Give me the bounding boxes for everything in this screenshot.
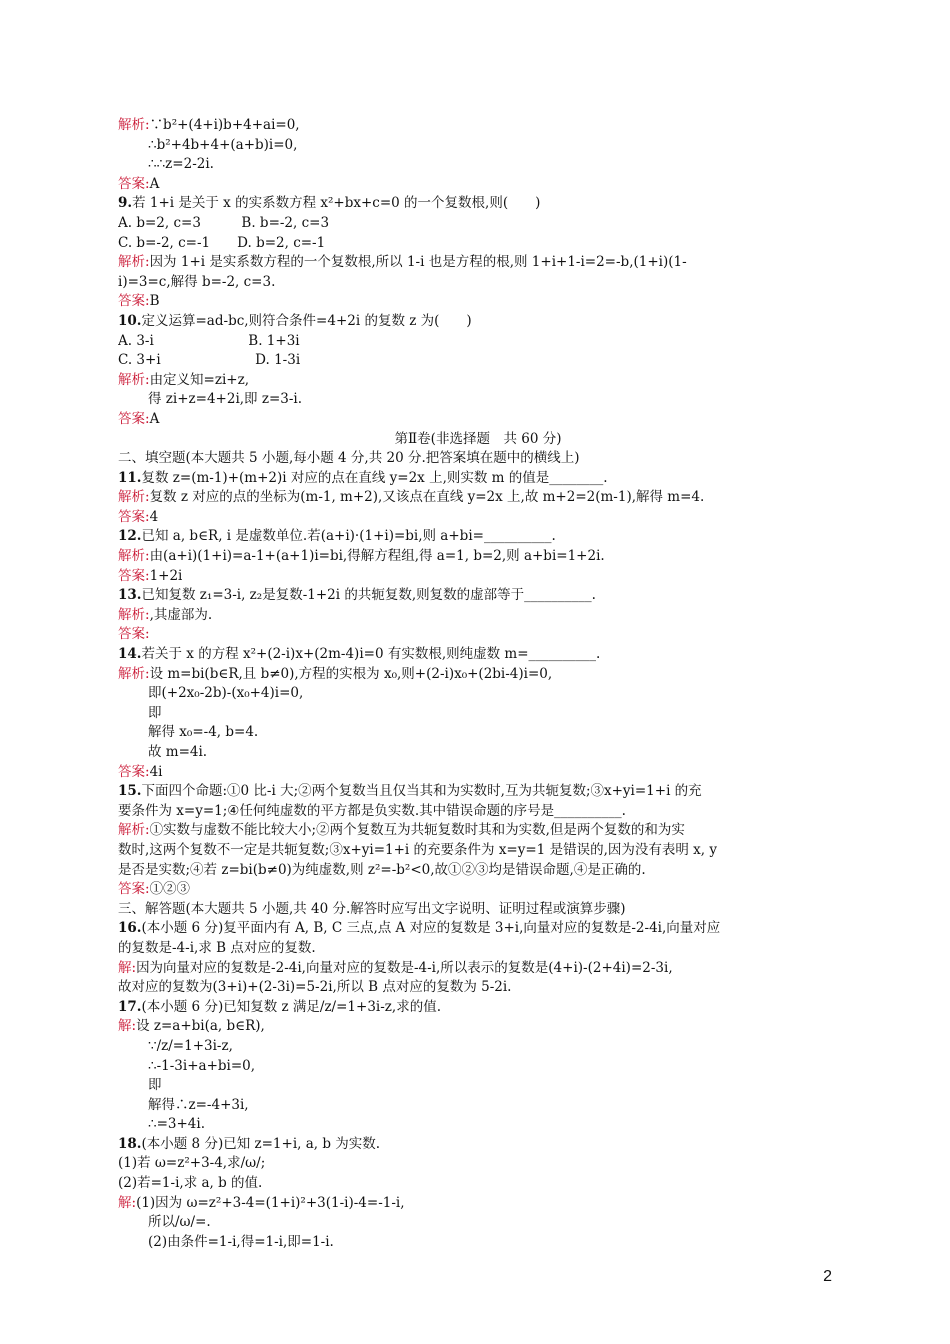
line-text: ,其虚部为. (149, 606, 213, 623)
line-text: i)=3=c,解得 b=-2, c=3. (118, 273, 276, 290)
line-text: 得 zi+z=4+2i,即 z=3-i. (148, 391, 303, 408)
line-text: 的复数是-4-i,求 B 点对应的复数. (118, 939, 316, 956)
answer-label: 解析: (118, 371, 150, 388)
line-text: 要条件为 x=y=1;④任何纯虚数的平方都是负实数.其中错误命题的序号是__________. (118, 802, 626, 819)
page-number: 2 (823, 1268, 832, 1285)
line-text: ∴=3+4i. (148, 1116, 205, 1133)
text-line (118, 194, 838, 214)
text-line (118, 469, 838, 489)
text-line (118, 1194, 838, 1214)
line-text: 故对应的复数为(3+i)+(2-3i)=5-2i,所以 B 点对应的复数为 5-2i. (118, 979, 512, 996)
line-text: C. b=-2, c=-1 D. b=2, c=-1 (118, 234, 326, 251)
text-line (118, 488, 838, 508)
line-text: (本小题 6 分)已知复数 z 满足/z/=1+3i-z,求的值. (141, 998, 441, 1015)
answer-label: 解: (118, 1018, 137, 1035)
text-line (118, 939, 838, 959)
text-line (118, 332, 838, 352)
text-line (118, 527, 838, 547)
question-number: 14. (118, 646, 142, 663)
answer-label: 解析: (118, 117, 150, 133)
answer-label: 解析: (118, 665, 150, 682)
text-line (118, 1076, 838, 1096)
text-line (118, 959, 838, 979)
line-text: (2)若=1-i,求 a, b 的值. (118, 1175, 263, 1192)
text-line (118, 841, 838, 861)
line-text: 由(a+i)(1+i)=a-1+(a+1)i=bi,得解方程组,得 a=1, b=2,则 a+bi=1+2i. (149, 548, 605, 565)
document-body (118, 116, 838, 1252)
question-number: 15. (118, 783, 142, 800)
text-line (118, 175, 838, 195)
answer-label: 解析: (118, 606, 150, 623)
answer-label: 答案: (118, 626, 150, 643)
text-line (118, 547, 838, 567)
text-line (118, 312, 838, 332)
answer-label: 答案: (118, 293, 150, 310)
line-text: 1+2i (149, 567, 183, 584)
text-line (118, 723, 838, 743)
line-text: 4 (149, 508, 159, 525)
text-line (118, 1037, 838, 1057)
question-number: 13. (118, 587, 142, 604)
question-number: 17. (118, 998, 142, 1015)
line-text: 已知 a, b∈R, i 是虚数单位.若(a+i)·(1+i)=bi,则 a+bi=__________. (141, 528, 556, 545)
text-line (118, 802, 838, 822)
text-line (118, 919, 838, 939)
text-line (118, 684, 838, 704)
line-text: 即 (148, 1077, 162, 1094)
answer-label: 答案: (118, 567, 150, 584)
answer-label: 解: (118, 1194, 137, 1211)
text-line (118, 371, 838, 391)
text-line (118, 978, 838, 998)
line-text: 复数 z=(m-1)+(m+2)i 对应的点在直线 y=2x 上,则实数 m 的值是________. (141, 469, 608, 486)
line-text: A. 3-i B. 1+3i (118, 332, 300, 349)
answer-label: 答案: (118, 763, 150, 780)
question-number: 18. (118, 1135, 142, 1152)
line-text: 第Ⅱ卷(非选择题 共 60 分) (394, 430, 562, 447)
text-line (118, 390, 838, 410)
question-number: 16. (118, 920, 142, 937)
text-line (118, 1154, 838, 1174)
line-text: 若关于 x 的方程 x²+(2-i)x+(2m-4)i=0 有实数根,则纯虚数 m=__________. (141, 646, 601, 663)
text-line (118, 1174, 838, 1194)
line-text: 由定义知=zi+z, (149, 371, 250, 388)
text-line (118, 351, 838, 371)
text-line (118, 508, 838, 528)
question-number: 9. (118, 195, 133, 212)
text-line (118, 234, 838, 254)
answer-label: 解析: (118, 822, 150, 839)
line-text: (本小题 8 分)已知 z=1+i, a, b 为实数. (141, 1135, 381, 1152)
answer-label: 答案: (118, 175, 150, 192)
text-line (118, 743, 838, 763)
text-line (118, 1096, 838, 1116)
line-text: 因为向量对应的复数是-2-4i,向量对应的复数是-4-i,所以表示的复数是(4+i)-(2+4i)=2-3i, (136, 959, 673, 976)
answer-label: 答案: (118, 410, 150, 427)
line-text: 定义运算=ad-bc,则符合条件=4+2i 的复数 z 为( ) (141, 312, 472, 329)
line-text: 已知复数 z₁=3-i, z₂是复数-1+2i 的共轭复数,则复数的虚部等于__________. (141, 587, 596, 604)
line-text: (本小题 6 分)复平面内有 A, B, C 三点,点 A 对应的复数是 3+i,向量对应的复数是-2-4i,向量对应 (141, 920, 721, 937)
line-text: 下面四个命题:①0 比-i 大;②两个复数当且仅当其和为实数时,互为共轭复数;③x+yi=1+i 的充 (141, 783, 702, 800)
line-text: 设 m=bi(b∈R,且 b≠0),方程的实根为 x₀,则+(2-i)x₀+(2bi-4)i=0, (149, 665, 553, 682)
text-line (118, 214, 838, 234)
text-line (118, 1213, 838, 1233)
answer-label: 答案: (118, 881, 150, 898)
line-text: A (149, 410, 160, 427)
text-line (118, 410, 838, 430)
line-text: 所以/ω/=. (148, 1214, 211, 1231)
text-line (118, 1017, 838, 1037)
text-line (118, 430, 838, 450)
line-text: 故 m=4i. (148, 744, 208, 760)
text-line (118, 273, 838, 293)
line-text: ∴-1-3i+a+bi=0, (148, 1057, 256, 1074)
line-text: ①实数与虚数不能比较大小;②两个复数互为共轭复数时其和为实数,但是两个复数的和为实 (149, 822, 685, 839)
line-text: ①②③ (149, 881, 191, 898)
line-text: (1)因为 ω=z²+3-4=(1+i)²+3(1-i)-4=-1-i, (136, 1194, 405, 1211)
line-text: ∵b²+(4+i)b+4+ai=0, (149, 117, 300, 133)
text-line (118, 116, 838, 136)
question-number: 10. (118, 312, 142, 329)
line-text: 三、解答题(本大题共 5 小题,共 40 分.解答时应写出文字说明、证明过程或演算步骤) (118, 900, 626, 917)
line-text: 即 (148, 704, 162, 721)
question-number: 12. (118, 528, 142, 545)
line-text: 复数 z 对应的点的坐标为(m-1, m+2),又该点在直线 y=2x 上,故 m+2=2(m-1),解得 m=4. (149, 489, 705, 506)
text-line (118, 704, 838, 724)
text-line (118, 449, 838, 469)
text-line (118, 1057, 838, 1077)
answer-label: 解析: (118, 489, 150, 506)
line-text: (2)由条件=1-i,得=1-i,即=1-i. (148, 1233, 334, 1250)
question-number: 11. (118, 469, 142, 486)
line-text: 数时,这两个复数不一定是共轭复数;③x+yi=1+i 的充要条件为 x=y=1 是错误的,因为没有表明 x, y (118, 841, 717, 858)
text-line (118, 1115, 838, 1135)
line-text: 二、填空题(本大题共 5 小题,每小题 4 分,共 20 分.把答案填在题中的横线上) (118, 450, 580, 467)
text-line (118, 645, 838, 665)
text-line (118, 821, 838, 841)
text-line (118, 1233, 838, 1253)
text-line (118, 665, 838, 685)
line-text: A. b=2, c=3 B. b=-2, c=3 (118, 214, 330, 231)
line-text: ∵/z/=1+3i-z, (148, 1037, 233, 1054)
text-line (118, 292, 838, 312)
text-line (118, 606, 838, 626)
answer-label: 解析: (118, 254, 150, 271)
text-line (118, 900, 838, 920)
line-text: 是否是实数;④若 z=bi(b≠0)为纯虚数,则 z²=-b²<0,故①②③均是错误命题,④是正确的. (118, 861, 646, 878)
line-text: B (149, 293, 160, 310)
text-line (118, 998, 838, 1018)
text-line (118, 763, 838, 783)
text-line (118, 155, 838, 175)
text-line (118, 880, 838, 900)
text-line (118, 586, 838, 606)
line-text: C. 3+i D. 1-3i (118, 352, 301, 369)
line-text: A (149, 175, 160, 192)
line-text: ∴b²+4b+4+(a+b)i=0, (148, 136, 298, 153)
text-line (118, 136, 838, 156)
line-text: 4i (149, 763, 163, 780)
line-text: 设 z=a+bi(a, b∈R), (136, 1018, 265, 1035)
line-text: 解得∴z=-4+3i, (148, 1096, 249, 1113)
text-line (118, 625, 838, 645)
line-text: 若 1+i 是关于 x 的实系数方程 x²+bx+c=0 的一个复数根,则( ) (132, 195, 541, 212)
line-text: (1)若 ω=z²+3-4,求/ω/; (118, 1155, 266, 1172)
answer-label: 解析: (118, 548, 150, 565)
text-line (118, 253, 838, 273)
answer-label: 答案: (118, 508, 150, 525)
text-line (118, 1135, 838, 1155)
line-text: 即(+2x₀-2b)-(x₀+4)i=0, (148, 685, 304, 702)
text-line (118, 782, 838, 802)
answer-label: 解: (118, 959, 137, 976)
line-text: ∴∴z=2-2i. (148, 156, 214, 173)
text-line (118, 861, 838, 881)
line-text: 因为 1+i 是实系数方程的一个复数根,所以 1-i 也是方程的根,则 1+i+1-i=2=-b,(1+i)(1- (149, 254, 687, 271)
text-line (118, 567, 838, 587)
line-text: 解得 x₀=-4, b=4. (148, 724, 259, 741)
